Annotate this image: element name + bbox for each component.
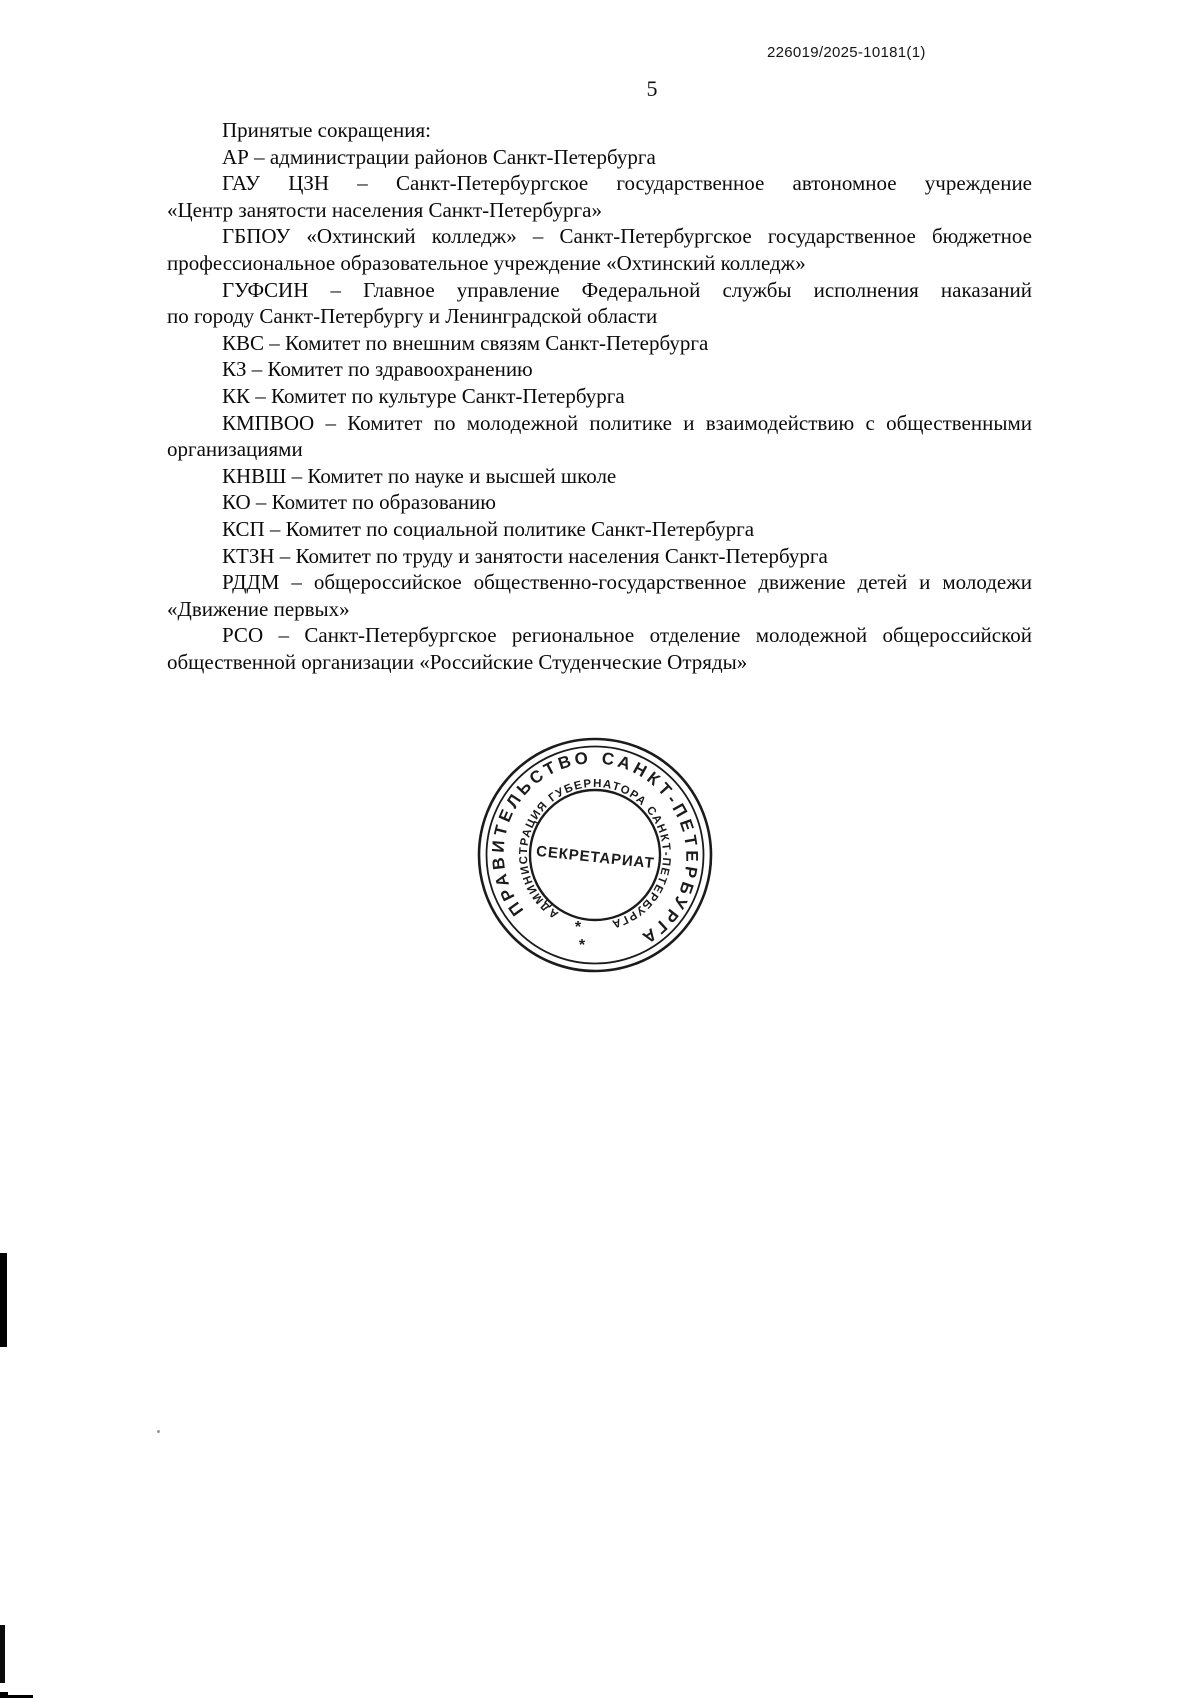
text-line: «Движение первых» (167, 596, 350, 621)
scan-artifact-bar (0, 1253, 7, 1347)
scan-speck (157, 1430, 160, 1433)
round-seal-graphic (475, 735, 715, 975)
stamp-inner-ring-text: АДМИНИСТРАЦИЯ ГУБЕРНАТОРА САНКТ-ПЕТЕРБУРГА (517, 777, 673, 930)
stamp-outer-ring-text: ПРАВИТЕЛЬСТВО САНКТ-ПЕТЕРБУРГА (488, 748, 702, 948)
text-line: КНВШ – Комитет по науке и высшей школе (222, 463, 617, 488)
text-line: «Центр занятости населения Санкт-Петербурга» (167, 197, 602, 222)
abbreviations-list (167, 117, 1032, 675)
text-line: ГБПОУ «Охтинский колледж» – Санкт-Петербургское государственное бюджетное (222, 224, 1032, 249)
text-line: профессиональное образовательное учреждение «Охтинский колледж» (167, 250, 806, 275)
page-number: 5 (646, 76, 658, 101)
text-line: общественной организации «Российские Студенческие Отряды» (167, 649, 748, 674)
text-line: по городу Санкт-Петербургу и Ленинградской области (167, 304, 658, 329)
text-line: организациями (167, 437, 303, 462)
official-stamp (475, 735, 715, 975)
text-line: КО – Комитет по образованию (222, 490, 496, 515)
document-reference-number: 226019/2025-10181(1) (767, 44, 926, 61)
text-line: КЗ – Комитет по здравоохранению (222, 357, 533, 382)
text-line: КСП – Комитет по социальной политике Санкт-Петербурга (222, 516, 755, 541)
text-line: РДДМ – общероссийское общественно-государственное движение детей и молодежи (222, 570, 1032, 595)
stamp-center-text: СЕКРЕТАРИАТ (535, 842, 655, 873)
text-line: Принятые сокращения: (222, 118, 431, 142)
stamp-asterisk-icon: * (578, 937, 586, 954)
text-line: РСО – Санкт-Петербургское региональное отделение молодежной общероссийской (222, 623, 1032, 648)
scan-artifact-bar (0, 1625, 5, 1683)
text-line: КТЗН – Комитет по труду и занятости населения Санкт-Петербурга (222, 543, 828, 568)
text-line: ГАУ ЦЗН – Санкт-Петербургское государственное автономное учреждение (222, 171, 1032, 196)
text-line: ГУФСИН – Главное управление Федеральной службы исполнения наказаний (222, 277, 1032, 302)
text-line: КВС – Комитет по внешним связям Санкт-Петербурга (222, 330, 709, 355)
text-line: КМПВОО – Комитет по молодежной политике и взаимодействию с общественными (222, 410, 1032, 435)
text-line: КК – Комитет по культуре Санкт-Петербурга (222, 383, 625, 408)
text-line: АР – администрации районов Санкт-Петербурга (222, 144, 656, 169)
stamp-asterisk-icon: * (574, 919, 582, 936)
